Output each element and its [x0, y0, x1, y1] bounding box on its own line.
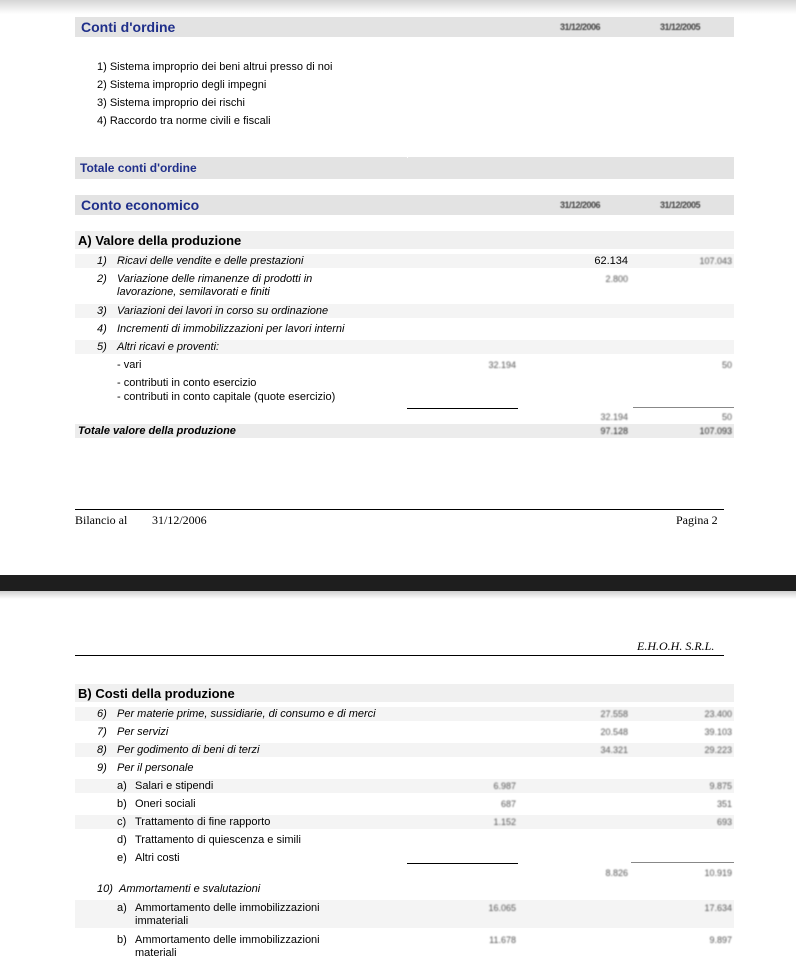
total-valore-2006: 97.128 [600, 426, 628, 436]
row-label: Variazioni dei lavori in corso su ordinazione [117, 305, 329, 317]
sub-number: a) [117, 780, 127, 792]
row-number: 7) [97, 726, 107, 738]
conti-ordine-title: Conti d'ordine [81, 19, 176, 35]
row-label: Ammortamenti e svalutazioni [119, 883, 261, 895]
personale-total-2005: 10.919 [704, 868, 732, 878]
sub-label: Ammortamento delle immobilizzazioni [135, 934, 320, 946]
conti-ordine-item: 4) Raccordo tra norme civili e fiscali [97, 115, 271, 127]
value-2005: 351 [716, 799, 732, 809]
value-2006: 27.558 [600, 709, 628, 719]
value-2005: 29.223 [704, 745, 732, 755]
value-2005: 9.875 [709, 781, 732, 791]
sub-value: 6.987 [493, 781, 516, 791]
conto-economico-date-2005: 31/12/2005 [660, 200, 701, 210]
value-2006: 34.321 [600, 745, 628, 755]
sub-number: a) [117, 902, 127, 914]
row-label: Altri ricavi e proventi: [117, 341, 220, 353]
subtotal-rule-2005 [631, 862, 734, 863]
row-label: Variazione delle rimanenze di prodotti in [117, 273, 313, 285]
company-name: E.H.O.H. S.R.L. [637, 639, 715, 653]
sub-label: Oneri sociali [135, 798, 196, 810]
row-label: Per il personale [117, 762, 194, 774]
footer-rule [75, 509, 724, 510]
section-a-title: A) Valore della produzione [78, 233, 242, 248]
sub-number: e) [117, 852, 127, 864]
value-2006: 20.548 [600, 727, 628, 737]
row-number: 10) [97, 883, 113, 895]
sub-label: Ammortamento delle immobilizzazioni [135, 902, 320, 914]
total-valore-2005: 107.093 [699, 426, 732, 436]
sub-label: Trattamento di fine rapporto [135, 816, 271, 828]
row-number: 1) [97, 255, 107, 267]
value-2006: 2.800 [605, 274, 628, 284]
sub-label: Salari e stipendi [135, 780, 214, 792]
row-number: 6) [97, 708, 107, 720]
subtotal-2006: 32.194 [600, 412, 628, 422]
subtotal-rule [407, 408, 518, 409]
conti-ordine-date-2005: 31/12/2005 [660, 22, 701, 32]
subtotal-2005: 50 [721, 412, 732, 422]
sub-label-cont: materiali [135, 947, 177, 959]
value-2006: 62.134 [594, 255, 628, 267]
value-2005: 9.897 [709, 935, 732, 945]
conto-economico-title: Conto economico [81, 197, 200, 213]
sub-number: b) [117, 934, 127, 946]
footer-page-number: Pagina 2 [676, 513, 718, 527]
row-number: 2) [97, 273, 107, 285]
total-valore-label: Totale valore della produzione [78, 425, 236, 437]
vari-subvalue: 32.194 [488, 360, 516, 370]
sub-label-cont: immateriali [135, 915, 189, 927]
row-label: Per materie prime, sussidiarie, di consumo e di merci [117, 708, 376, 720]
value-2005: 23.400 [704, 709, 732, 719]
divider [407, 157, 408, 158]
row-label: Per servizi [117, 726, 169, 738]
page-top-shade [0, 591, 796, 599]
value-2005: 39.103 [704, 727, 732, 737]
totale-conti-ordine-label: Totale conti d'ordine [80, 161, 197, 175]
page-separator [0, 575, 796, 591]
row-number: 3) [97, 305, 107, 317]
conti-ordine-item: 3) Sistema improprio dei rischi [97, 97, 245, 109]
value-2005: 17.634 [704, 903, 732, 913]
sub-label: Altri costi [135, 852, 180, 864]
section-b-title: B) Costi della produzione [78, 686, 235, 701]
sub-value: 687 [500, 799, 516, 809]
row-label-cont: lavorazione, semilavorati e finiti [117, 286, 270, 298]
sub-number: b) [117, 798, 127, 810]
row-number: 4) [97, 323, 107, 335]
sub-value: 11.678 [489, 935, 516, 945]
header-rule [75, 655, 724, 656]
page-top-shade [0, 0, 796, 14]
footer-date: 31/12/2006 [152, 513, 207, 527]
vari-value-2005: 50 [721, 360, 732, 370]
sub-value: 16.065 [488, 903, 516, 913]
sub-value: 1.152 [493, 817, 516, 827]
subtotal-rule-2005 [633, 407, 734, 408]
subtotal-rule [407, 863, 518, 864]
sub-number: d) [117, 834, 127, 846]
footer-bilancio-label: Bilancio al [75, 513, 128, 527]
conti-ordine-item: 1) Sistema improprio dei beni altrui presso di noi [97, 61, 333, 73]
vari-label: - vari [117, 359, 142, 371]
sub-number: c) [117, 816, 127, 828]
conti-ordine-item: 2) Sistema improprio degli impegni [97, 79, 267, 91]
row-number: 5) [97, 341, 107, 353]
conto-economico-date-2006: 31/12/2006 [560, 200, 601, 210]
conti-ordine-date-2006: 31/12/2006 [560, 22, 601, 32]
row-label: Ricavi delle vendite e delle prestazioni [117, 255, 304, 267]
row-label: Per godimento di beni di terzi [117, 744, 260, 756]
sub-label: Trattamento di quiescenza e simili [135, 834, 301, 846]
contributi-esercizio-label: - contributi in conto esercizio [117, 377, 257, 389]
row-label: Incrementi di immobilizzazioni per lavori interni [117, 323, 345, 335]
value-2005: 693 [716, 817, 732, 827]
row-number: 9) [97, 762, 107, 774]
row-number: 8) [97, 744, 107, 756]
personale-total-2006: 8.826 [605, 868, 628, 878]
contributi-capitale-label: - contributi in conto capitale (quote esercizio) [117, 391, 336, 403]
value-2005: 107.043 [699, 256, 732, 266]
